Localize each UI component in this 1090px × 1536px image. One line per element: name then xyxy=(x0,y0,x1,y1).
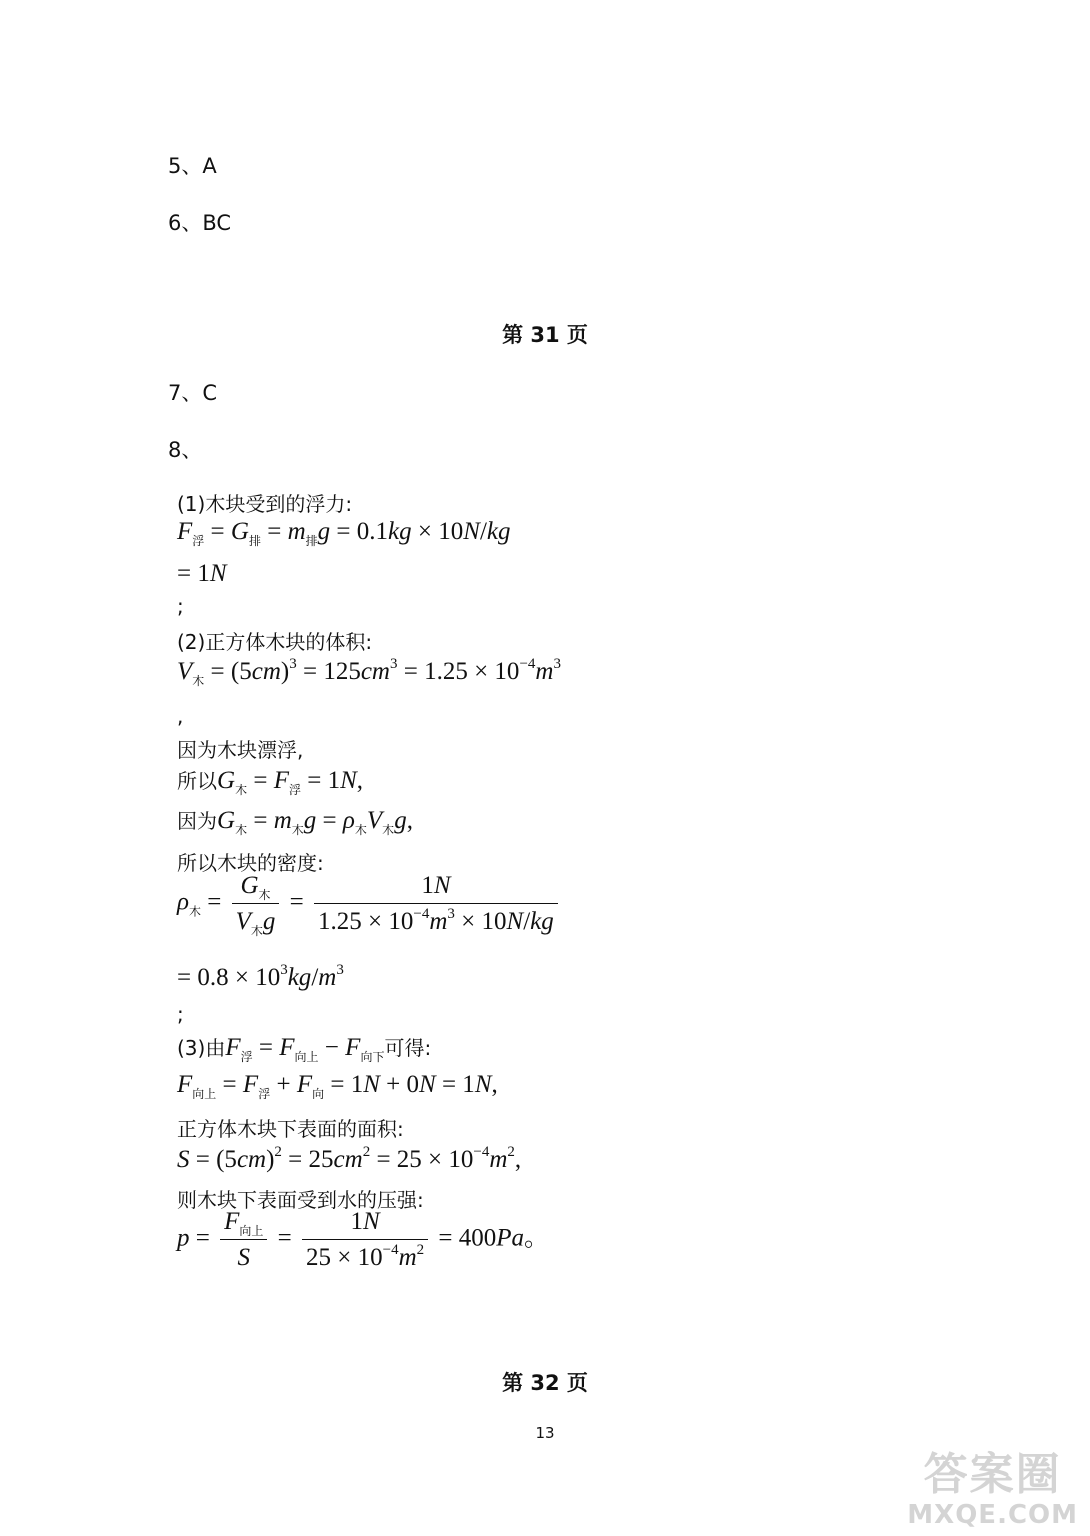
step2-comma: , xyxy=(177,704,184,728)
volume-equation: $V_木 = (5cm)^3 = 125cm^3 = 1.25 \times 10^{-4}m^3$ xyxy=(177,656,561,688)
page-header-31: 第 31 页 xyxy=(502,323,588,347)
page-number: 13 xyxy=(535,1424,555,1442)
watermark-logo: 答案圈 MXQE.COM xyxy=(907,1449,1078,1530)
float-statement: 因为木块漂浮, xyxy=(177,738,304,762)
gravity-equals-buoyancy: 所以$G_木 = F_浮 = 1N$, xyxy=(177,767,364,797)
answer-7: 7、C xyxy=(168,381,218,405)
pressure-title: 则木块下表面受到水的压强: xyxy=(177,1188,424,1212)
answer-6: 6、BC xyxy=(168,211,232,235)
pressure-equation: p = $\frac{F_{向上}}{S}$ = $\frac{1N}{25 \times 10^{-4}m^2}$ = 400Pa。 xyxy=(177,1208,550,1271)
gravity-expansion: 因为$G_木 = m_木g = \rho_木V_木g$, xyxy=(177,807,413,837)
step1-semicolon: ; xyxy=(177,594,184,618)
buoyancy-equation: $F_浮 = G_排 = m_排g = 0.1kg \times 10N/kg$ xyxy=(177,518,511,548)
density-result: = $0.8 \times 10^3kg/m^3$ xyxy=(177,962,344,991)
step2-semicolon: ; xyxy=(177,1002,184,1026)
step3-principle: (3)由$F_浮 = F_{向上} - F_{向下}$可得: xyxy=(177,1034,432,1064)
answer-5: 5、A xyxy=(168,154,217,178)
buoyancy-result: = 1N xyxy=(177,560,227,587)
step2-title: (2)正方体木块的体积: xyxy=(177,630,373,654)
area-equation: $S = (5cm)^2 = 25cm^2 = 25 \times 10^{-4}m^2$, xyxy=(177,1144,522,1173)
density-equation: $\rho_木$ = $\frac{G_木}{V_木g}$ = $\frac{1N}{1.25 \times 10^{-4}m^3 \times 10N/kg}$ xyxy=(177,872,562,936)
density-title: 所以木块的密度: xyxy=(177,851,324,875)
answer-8: 8、 xyxy=(168,438,203,462)
upward-force-equation: $F_{向上} = F_浮 + F_向 = 1N + 0N = 1N$, xyxy=(177,1071,498,1101)
page-header-32: 第 32 页 xyxy=(502,1371,588,1395)
step1-title: (1)木块受到的浮力: xyxy=(177,492,353,516)
area-title: 正方体木块下表面的面积: xyxy=(177,1117,404,1141)
